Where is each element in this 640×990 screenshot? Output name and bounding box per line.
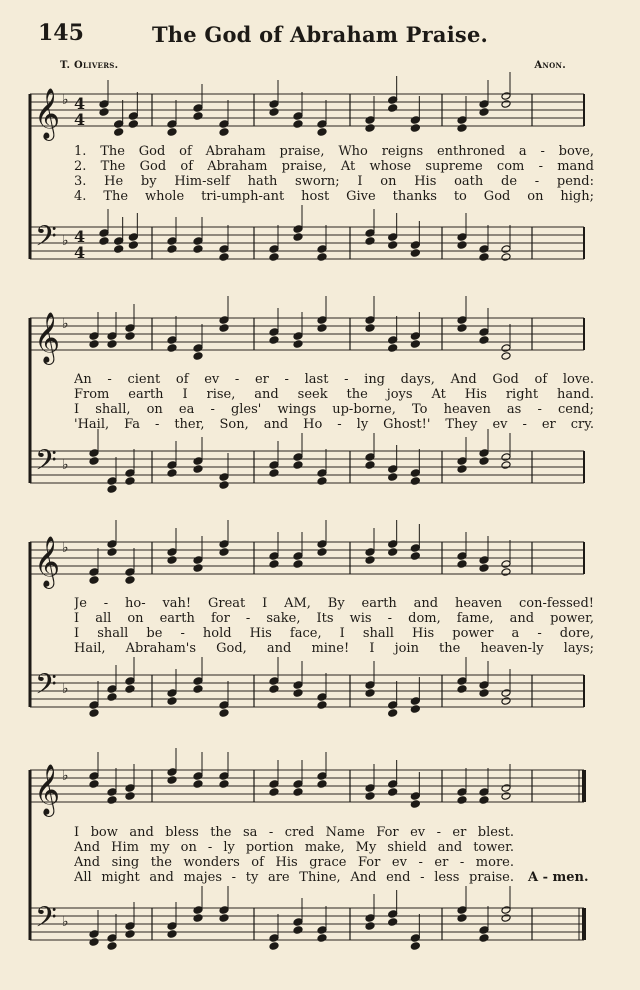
music-system-4	[22, 758, 597, 968]
note-head	[317, 120, 327, 129]
composer-credit: Anon.	[534, 60, 566, 71]
note-head	[293, 780, 303, 789]
note-head	[114, 245, 124, 254]
note-head	[479, 934, 489, 943]
note-head	[114, 120, 124, 129]
note-head	[479, 689, 489, 698]
note-head	[219, 253, 229, 262]
note-head	[501, 100, 511, 109]
note-head	[293, 689, 303, 698]
verse-line: From earth I rise, and seek the joys At His right hand.	[74, 387, 594, 402]
note-head	[167, 245, 177, 254]
note-head	[365, 461, 375, 470]
note-head	[107, 540, 117, 549]
note-head	[388, 910, 398, 919]
note-head	[107, 693, 117, 702]
note-head	[193, 245, 203, 254]
note-head	[128, 120, 138, 129]
note-head	[293, 233, 303, 242]
note-head	[317, 477, 327, 486]
note-head	[89, 568, 99, 577]
note-head	[125, 568, 135, 577]
note-head	[457, 116, 467, 125]
note-head	[479, 253, 489, 262]
note-head	[365, 681, 375, 690]
note-head	[219, 772, 229, 781]
note-head	[269, 780, 279, 789]
note-head	[457, 457, 467, 466]
note-head	[269, 461, 279, 470]
note-head	[457, 788, 467, 797]
note-head	[167, 689, 177, 698]
note-head	[317, 245, 327, 254]
hymn-title: The God of Abraham Praise.	[151, 22, 489, 47]
note-head	[128, 241, 138, 250]
note-head	[457, 316, 467, 325]
note-head	[501, 914, 511, 923]
note-head	[501, 245, 511, 254]
note-head	[479, 564, 489, 573]
note-head	[501, 253, 511, 262]
treble-clef-icon: 𝄞	[34, 88, 61, 139]
note-head	[219, 906, 229, 915]
flat-icon: ♭	[62, 768, 69, 784]
flat-icon: ♭	[62, 233, 69, 249]
note-head	[317, 934, 327, 943]
note-head	[167, 548, 177, 557]
note-head	[457, 241, 467, 250]
note-head	[317, 693, 327, 702]
note-head	[167, 776, 177, 785]
note-head	[457, 560, 467, 569]
note-head	[410, 469, 420, 478]
verse-lyrics-2	[74, 372, 594, 432]
note-head	[107, 685, 117, 694]
note-head	[269, 942, 279, 951]
note-head	[125, 576, 135, 585]
note-head	[193, 906, 203, 915]
verse-lyrics-4	[74, 825, 514, 885]
verse-lyrics-3	[74, 596, 594, 656]
note-head	[479, 926, 489, 935]
note-head	[167, 922, 177, 931]
note-head	[317, 540, 327, 549]
note-head	[89, 930, 99, 939]
note-head	[125, 477, 135, 486]
note-head	[365, 914, 375, 923]
note-head	[193, 112, 203, 121]
note-head	[99, 100, 109, 109]
note-head	[457, 324, 467, 333]
note-head	[457, 124, 467, 133]
note-head	[388, 465, 398, 474]
note-head	[388, 344, 398, 353]
note-head	[365, 316, 375, 325]
note-head	[269, 469, 279, 478]
note-head	[479, 108, 489, 117]
note-head	[410, 116, 420, 125]
note-head	[219, 481, 229, 490]
note-head	[167, 128, 177, 137]
note-head	[317, 469, 327, 478]
note-head	[193, 780, 203, 789]
note-head	[219, 473, 229, 482]
note-head	[293, 461, 303, 470]
note-head	[457, 233, 467, 242]
note-head	[365, 124, 375, 133]
note-head	[388, 701, 398, 710]
note-head	[317, 128, 327, 137]
note-head	[410, 249, 420, 258]
note-head	[457, 677, 467, 686]
note-head	[128, 112, 138, 121]
note-head	[501, 453, 511, 462]
note-head	[107, 485, 117, 494]
note-head	[501, 906, 511, 915]
note-head	[410, 241, 420, 250]
note-head	[388, 96, 398, 105]
note-head	[293, 225, 303, 234]
note-head	[269, 552, 279, 561]
note-head	[388, 473, 398, 482]
note-head	[107, 796, 117, 805]
note-head	[193, 344, 203, 353]
note-head	[501, 568, 511, 577]
verse-line: 2. The God of Abraham praise, At whose supreme com - mand	[74, 159, 594, 174]
note-head	[293, 918, 303, 927]
note-head	[457, 914, 467, 923]
note-head	[89, 938, 99, 947]
flat-icon: ♭	[62, 316, 69, 332]
verse-lyrics-1	[74, 144, 594, 204]
note-head	[501, 697, 511, 706]
note-head	[219, 540, 229, 549]
verse-line: 4. The whole tri-umph-ant host Give thanks to God on high;	[74, 189, 594, 204]
note-head	[193, 564, 203, 573]
note-head	[365, 792, 375, 801]
note-head	[293, 120, 303, 129]
note-head	[89, 576, 99, 585]
note-head	[193, 352, 203, 361]
note-head	[219, 120, 229, 129]
note-head	[501, 792, 511, 801]
note-head	[293, 453, 303, 462]
note-head	[89, 701, 99, 710]
verse-line: 3. He by Him-self hath sworn; I on His oath de - pend:	[74, 174, 594, 189]
time-signature: 4	[74, 243, 86, 262]
note-head	[317, 701, 327, 710]
note-head	[388, 233, 398, 242]
note-head	[167, 768, 177, 777]
note-head	[128, 233, 138, 242]
note-head	[167, 237, 177, 246]
note-head	[388, 241, 398, 250]
note-head	[107, 788, 117, 797]
note-head	[457, 685, 467, 694]
note-head	[269, 245, 279, 254]
note-head	[193, 104, 203, 113]
note-head	[388, 918, 398, 927]
bass-clef-icon: 𝄢	[35, 901, 57, 941]
note-head	[125, 469, 135, 478]
note-head	[501, 461, 511, 470]
note-head	[269, 108, 279, 117]
note-head	[219, 709, 229, 718]
bass-clef-icon: 𝄢	[35, 668, 57, 708]
note-head	[365, 689, 375, 698]
note-head	[317, 772, 327, 781]
bass-clef-icon: 𝄢	[35, 220, 57, 260]
note-head	[89, 332, 99, 341]
treble-clef-icon: 𝄞	[34, 536, 61, 587]
note-head	[410, 800, 420, 809]
note-head	[365, 548, 375, 557]
note-head	[388, 780, 398, 789]
note-head	[193, 457, 203, 466]
note-head	[479, 336, 489, 345]
note-head	[410, 477, 420, 486]
verse-line: I shall, on ea - gles' wings up-borne, To heaven as - cend;	[74, 402, 594, 417]
note-head	[269, 253, 279, 262]
note-head	[89, 449, 99, 458]
note-head	[99, 229, 109, 238]
note-head	[193, 677, 203, 686]
note-head	[99, 237, 109, 246]
verse-line: And Him my on - ly portion make, My shield and tower.	[74, 840, 514, 855]
verse-line: All might and majes - ty are Thine, And end - less praise.	[74, 870, 514, 885]
note-head	[479, 681, 489, 690]
note-head	[410, 544, 420, 553]
note-head	[167, 120, 177, 129]
bass-clef-icon: 𝄢	[35, 444, 57, 484]
note-head	[410, 942, 420, 951]
note-head	[107, 340, 117, 349]
note-head	[219, 245, 229, 254]
note-head	[219, 780, 229, 789]
note-head	[89, 709, 99, 718]
note-head	[89, 772, 99, 781]
note-head	[479, 100, 489, 109]
note-head	[293, 552, 303, 561]
note-head	[293, 112, 303, 121]
note-head	[501, 689, 511, 698]
note-head	[125, 685, 135, 694]
note-head	[410, 124, 420, 133]
note-head	[269, 336, 279, 345]
note-head	[365, 556, 375, 565]
note-head	[501, 344, 511, 353]
note-head	[410, 332, 420, 341]
note-head	[125, 324, 135, 333]
note-head	[125, 784, 135, 793]
note-head	[410, 340, 420, 349]
note-head	[219, 548, 229, 557]
note-head	[193, 914, 203, 923]
note-head	[193, 237, 203, 246]
flat-icon: ♭	[62, 540, 69, 556]
note-head	[410, 552, 420, 561]
note-head	[219, 701, 229, 710]
note-head	[269, 934, 279, 943]
note-head	[479, 796, 489, 805]
note-head	[479, 788, 489, 797]
note-head	[219, 324, 229, 333]
note-head	[107, 332, 117, 341]
note-head	[457, 552, 467, 561]
note-head	[365, 324, 375, 333]
note-head	[293, 926, 303, 935]
note-head	[293, 332, 303, 341]
note-head	[193, 465, 203, 474]
note-head	[317, 316, 327, 325]
note-head	[193, 556, 203, 565]
note-head	[167, 469, 177, 478]
note-head	[410, 934, 420, 943]
note-head	[269, 100, 279, 109]
flat-icon: ♭	[62, 681, 69, 697]
note-head	[89, 457, 99, 466]
note-head	[501, 352, 511, 361]
note-head	[479, 457, 489, 466]
note-head	[269, 788, 279, 797]
verse-line: 'Hail, Fa - ther, Son, and Ho - ly Ghost!' They ev - er cry.	[74, 417, 594, 432]
note-head	[317, 926, 327, 935]
note-head	[479, 328, 489, 337]
note-head	[317, 780, 327, 789]
note-head	[388, 709, 398, 718]
note-head	[219, 316, 229, 325]
note-head	[457, 465, 467, 474]
note-head	[269, 685, 279, 694]
note-head	[167, 697, 177, 706]
note-head	[269, 328, 279, 337]
note-head	[107, 934, 117, 943]
verse-line: An - cient of ev - er - last - ing days, And God of love.	[74, 372, 594, 387]
note-head	[167, 930, 177, 939]
note-head	[365, 237, 375, 246]
time-signature: 4	[74, 227, 86, 246]
note-head	[365, 922, 375, 931]
note-head	[479, 556, 489, 565]
note-head	[125, 332, 135, 341]
time-signature: 4	[74, 110, 86, 129]
verse-line: Je - ho- vah! Great I AM, By earth and heaven con-fessed!	[74, 596, 594, 611]
amen-text: A - men.	[528, 870, 589, 885]
music-system-1	[22, 82, 597, 272]
note-head	[365, 229, 375, 238]
treble-clef-icon: 𝄞	[34, 764, 61, 815]
note-head	[107, 548, 117, 557]
author-credit: T. Olivers.	[60, 60, 119, 71]
note-head	[114, 237, 124, 246]
note-head	[107, 942, 117, 951]
verse-line: Hail, Abraham's God, and mine! I join the heaven-ly lays;	[74, 641, 594, 656]
note-head	[365, 784, 375, 793]
treble-clef-icon: 𝄞	[34, 312, 61, 363]
note-head	[457, 906, 467, 915]
note-head	[125, 677, 135, 686]
note-head	[388, 788, 398, 797]
note-head	[317, 253, 327, 262]
note-head	[269, 560, 279, 569]
time-signature: 4	[74, 94, 86, 113]
note-head	[125, 922, 135, 931]
note-head	[317, 548, 327, 557]
note-head	[167, 556, 177, 565]
note-head	[501, 784, 511, 793]
note-head	[388, 540, 398, 549]
note-head	[388, 104, 398, 113]
verse-line: I shall be - hold His face, I shall His power a - dore,	[74, 626, 594, 641]
note-head	[167, 336, 177, 345]
note-head	[89, 340, 99, 349]
note-head	[293, 560, 303, 569]
note-head	[410, 705, 420, 714]
note-head	[293, 681, 303, 690]
flat-icon: ♭	[62, 914, 69, 930]
note-head	[167, 344, 177, 353]
note-head	[317, 324, 327, 333]
music-system-3	[22, 530, 597, 720]
note-head	[99, 108, 109, 117]
note-head	[193, 685, 203, 694]
note-head	[193, 772, 203, 781]
note-head	[479, 449, 489, 458]
note-head	[219, 128, 229, 137]
note-head	[219, 914, 229, 923]
note-head	[388, 548, 398, 557]
hymn-number: 145	[38, 20, 84, 46]
note-head	[410, 697, 420, 706]
note-head	[479, 245, 489, 254]
note-head	[293, 788, 303, 797]
note-head	[410, 792, 420, 801]
note-head	[501, 92, 511, 101]
note-head	[388, 336, 398, 345]
verse-line: 1. The God of Abraham praise, Who reigns enthroned a - bove,	[74, 144, 594, 159]
note-head	[365, 116, 375, 125]
note-head	[107, 477, 117, 486]
music-system-2	[22, 306, 597, 496]
note-head	[125, 792, 135, 801]
note-head	[269, 677, 279, 686]
flat-icon: ♭	[62, 457, 69, 473]
note-head	[125, 930, 135, 939]
note-head	[293, 340, 303, 349]
note-head	[457, 796, 467, 805]
note-head	[114, 128, 124, 137]
verse-line: And sing the wonders of His grace For ev - er - more.	[74, 855, 514, 870]
note-head	[89, 780, 99, 789]
note-head	[365, 453, 375, 462]
note-head	[501, 560, 511, 569]
note-head	[167, 461, 177, 470]
verse-line: I bow and bless the sa - cred Name For ev - er blest.	[74, 825, 514, 840]
flat-icon: ♭	[62, 92, 69, 108]
verse-line: I all on earth for - sake, Its wis - dom, fame, and power,	[74, 611, 594, 626]
